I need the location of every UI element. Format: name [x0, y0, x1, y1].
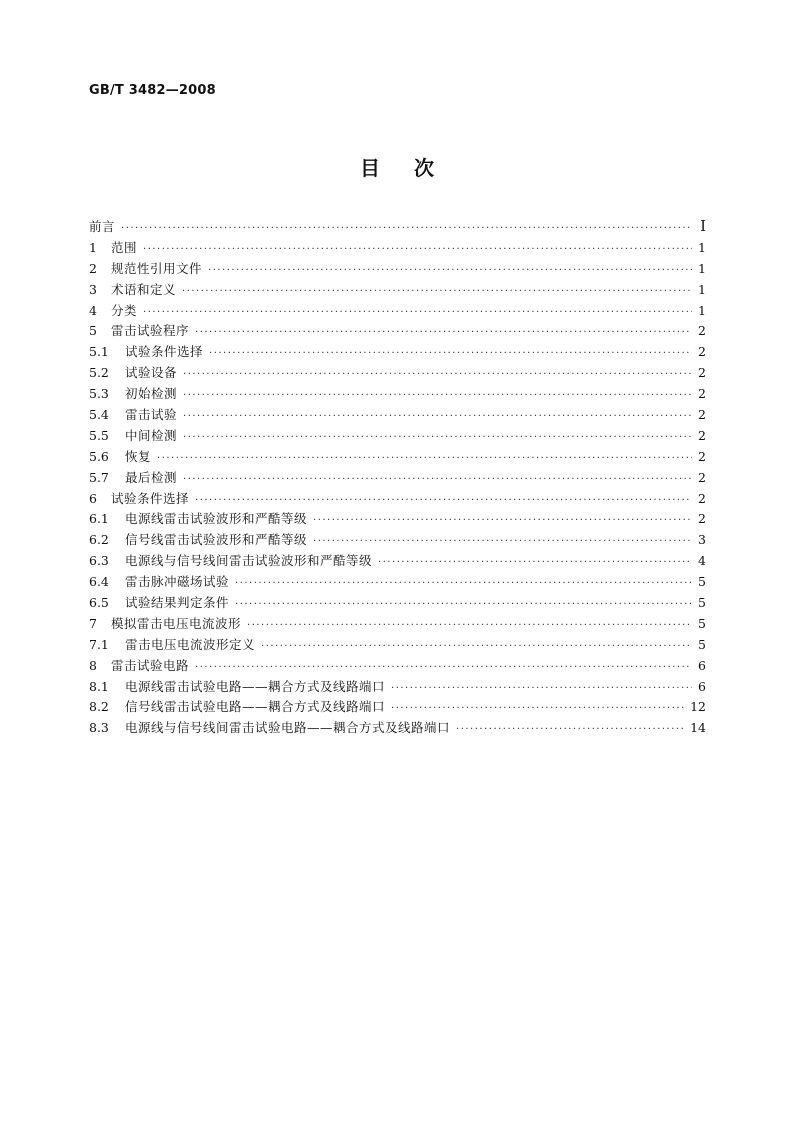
toc-entry-title: 雷击电压电流波形定义	[125, 636, 256, 652]
toc-entry-page: 2	[698, 511, 706, 527]
toc-entry-title: 范围	[111, 239, 138, 255]
toc-leader-dots	[183, 411, 692, 422]
toc-entry-number: 2	[89, 260, 97, 276]
toc-entry[interactable]	[89, 489, 706, 510]
toc-entry-page: 2	[698, 490, 706, 506]
toc-entry[interactable]	[89, 614, 706, 635]
toc-entry-title: 雷击脉冲磁场试验	[125, 574, 230, 590]
toc-entry-number: 7.1	[89, 636, 109, 652]
toc-entry[interactable]	[89, 447, 706, 468]
toc-entry-page: 2	[698, 323, 706, 339]
page-title: 目次	[360, 156, 468, 180]
toc-entry-page: 6	[698, 678, 706, 694]
toc-leader-dots	[313, 515, 692, 526]
toc-entry[interactable]	[89, 656, 706, 677]
toc-leader-dots	[183, 474, 692, 485]
toc-entry-title: 电源线与信号线间雷击试验波形和严酷等级	[125, 553, 373, 569]
toc-entry-page: 2	[698, 427, 706, 443]
toc-entry-page: 1	[698, 239, 706, 255]
toc-leader-dots	[183, 432, 692, 443]
toc-entry-number: 6.5	[89, 595, 109, 611]
toc-entry[interactable]	[89, 530, 706, 551]
toc-entry-page: 3	[698, 532, 706, 548]
toc-entry-number: 5.3	[89, 386, 109, 402]
toc-entry-title: 信号线雷击试验波形和严酷等级	[125, 532, 308, 548]
toc-entry-page: 1	[698, 302, 706, 318]
toc-leader-dots	[195, 495, 692, 506]
toc-entry-title: 分类	[111, 302, 138, 318]
toc-entry-page: 6	[698, 657, 706, 673]
toc-leader-dots	[143, 244, 692, 255]
toc-entry-title: 初始检测	[125, 386, 178, 402]
toc-leader-dots	[183, 369, 692, 380]
toc-entry[interactable]	[89, 677, 706, 698]
toc-entry-number: 5.6	[89, 448, 109, 464]
toc-entry-page: 1	[698, 260, 706, 276]
table-of-contents	[89, 217, 706, 739]
toc-entry[interactable]	[89, 426, 706, 447]
toc-entry-number: 5.1	[89, 344, 109, 360]
toc-entry-title: 模拟雷击电压电流波形	[111, 615, 242, 631]
toc-entry-number: 7	[89, 615, 97, 631]
toc-entry-page: 1	[698, 281, 706, 297]
toc-entry-title: 恢复	[125, 448, 152, 464]
toc-entry-page: 12	[690, 699, 706, 715]
toc-entry-title: 雷击试验程序	[111, 323, 190, 339]
toc-entry-title: 雷击试验	[125, 407, 178, 423]
toc-entry-page: 5	[698, 595, 706, 611]
toc-entry[interactable]	[89, 259, 706, 280]
toc-entry-page: 2	[698, 469, 706, 485]
toc-leader-dots	[143, 307, 692, 318]
toc-entry[interactable]	[89, 551, 706, 572]
toc-entry-title: 试验条件选择	[111, 490, 190, 506]
toc-entry[interactable]	[89, 301, 706, 322]
toc-entry-page: 5	[698, 574, 706, 590]
toc-entry[interactable]	[89, 280, 706, 301]
toc-entry-number: 8.3	[89, 720, 109, 736]
toc-entry-number: 5	[89, 323, 97, 339]
standard-code: GB/T 3482—2008	[89, 83, 216, 98]
toc-leader-dots	[261, 641, 692, 652]
toc-entry-page: 2	[698, 365, 706, 381]
toc-entry-page: 5	[698, 615, 706, 631]
toc-entry[interactable]	[89, 238, 706, 259]
toc-leader-dots	[183, 390, 692, 401]
toc-entry-number: 8.1	[89, 678, 109, 694]
toc-entry-title: 信号线雷击试验电路——耦合方式及线路端口	[125, 699, 386, 715]
toc-entry-page: 2	[698, 386, 706, 402]
toc-entry[interactable]	[89, 509, 706, 530]
toc-entry-title: 试验结果判定条件	[125, 595, 230, 611]
toc-entry-title: 试验设备	[125, 365, 178, 381]
toc-entry[interactable]	[89, 718, 706, 739]
toc-entry[interactable]	[89, 321, 706, 342]
toc-leader-dots	[313, 536, 692, 547]
toc-leader-dots	[195, 662, 692, 673]
toc-leader-dots	[378, 557, 692, 568]
toc-leader-dots	[456, 724, 686, 735]
toc-entry-number: 1	[89, 239, 97, 255]
toc-entry-title: 电源线雷击试验电路——耦合方式及线路端口	[125, 678, 386, 694]
toc-entry-page: 2	[698, 344, 706, 360]
toc-entry-title: 最后检测	[125, 469, 178, 485]
toc-leader-dots	[391, 703, 686, 714]
toc-entry-number: 5.5	[89, 427, 109, 443]
toc-entry[interactable]	[89, 363, 706, 384]
toc-entry-title: 中间检测	[125, 427, 178, 443]
toc-entry-number: 8	[89, 657, 97, 673]
toc-entry-number: 6	[89, 490, 97, 506]
toc-entry[interactable]	[89, 342, 706, 363]
toc-entry[interactable]	[89, 697, 706, 718]
toc-entry-number: 6.2	[89, 532, 109, 548]
toc-entry-number: 8.2	[89, 699, 109, 715]
toc-entry-number: 5.2	[89, 365, 109, 381]
toc-leader-dots	[235, 599, 692, 610]
toc-entry-number: 6.1	[89, 511, 109, 527]
toc-entry-title: 前言	[89, 219, 116, 234]
toc-entry-page: 5	[698, 636, 706, 652]
toc-entry-page: 4	[698, 553, 706, 569]
toc-leader-dots	[235, 578, 692, 589]
toc-entry-number: 5.7	[89, 469, 109, 485]
toc-leader-dots	[195, 327, 692, 338]
toc-entry-title: 试验条件选择	[125, 344, 204, 360]
toc-entry[interactable]	[89, 572, 706, 593]
toc-entry[interactable]	[89, 635, 706, 656]
toc-entry[interactable]	[89, 405, 706, 426]
toc-entry-title: 雷击试验电路	[111, 657, 190, 673]
toc-entry-title: 电源线与信号线间雷击试验电路——耦合方式及线路端口	[125, 720, 451, 736]
toc-leader-dots	[391, 683, 692, 694]
toc-leader-dots	[157, 453, 692, 464]
toc-entry-title: 规范性引用文件	[111, 260, 203, 276]
toc-entry[interactable]	[89, 384, 706, 405]
toc-entry-title: 术语和定义	[111, 281, 177, 297]
toc-entry-number: 3	[89, 281, 97, 297]
toc-leader-dots	[209, 348, 692, 359]
toc-entry[interactable]	[89, 468, 706, 489]
toc-leader-dots	[208, 265, 692, 276]
toc-entry-page: 2	[698, 407, 706, 423]
toc-entry-number: 5.4	[89, 407, 109, 423]
toc-entry-page: I	[700, 217, 706, 235]
toc-leader-dots	[182, 286, 692, 297]
toc-entry-number: 6.3	[89, 553, 109, 569]
toc-entry-page: 2	[698, 448, 706, 464]
toc-leader-dots	[247, 620, 692, 631]
toc-entry-number: 6.4	[89, 574, 109, 590]
toc-entry-title: 电源线雷击试验波形和严酷等级	[125, 511, 308, 527]
toc-entry-page: 14	[690, 720, 706, 736]
toc-entry-number: 4	[89, 302, 97, 318]
toc-entry[interactable]	[89, 593, 706, 614]
toc-entry[interactable]	[89, 217, 706, 238]
toc-leader-dots	[121, 223, 692, 234]
